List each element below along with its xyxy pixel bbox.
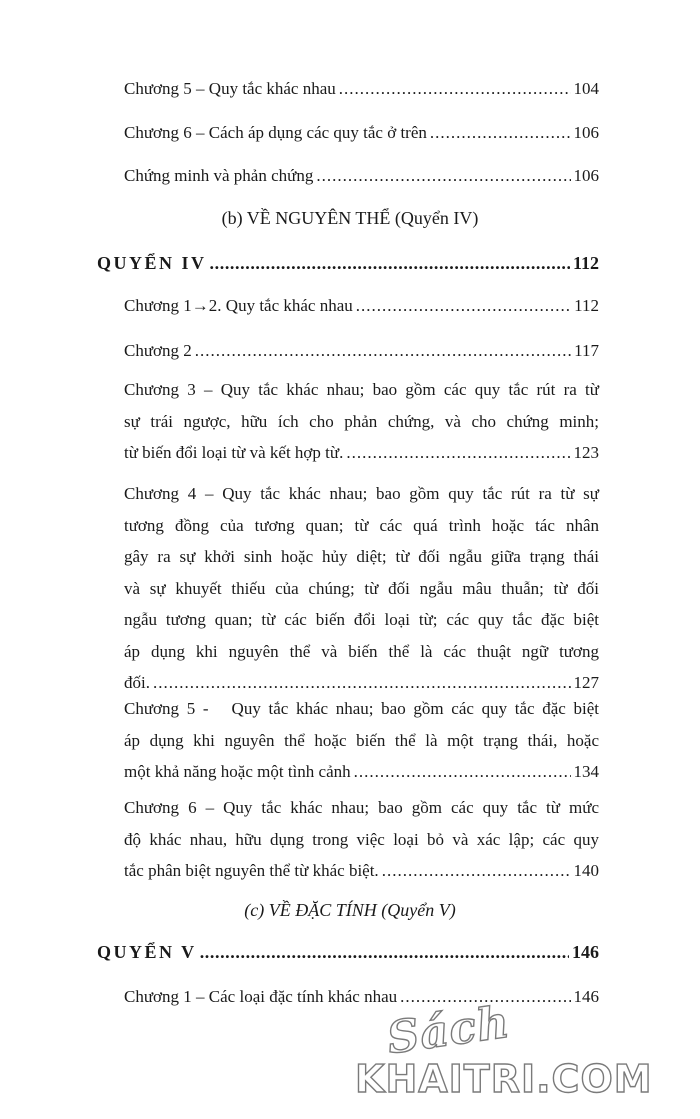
page-number: 140 [573, 861, 599, 880]
watermark-script: Sách [384, 996, 514, 1065]
toc-entry [124, 478, 599, 699]
entry-title: Chương 6 – Cách áp dụng các quy tắc ở trên [124, 123, 427, 142]
entry-line: và sự khuyết thiếu của chúng; từ đối ngẫu mâu thuẫn; từ đối [124, 578, 599, 598]
page-number: 117 [574, 341, 599, 360]
page-number: 112 [572, 253, 599, 273]
entry-line: từ biến đổi loại từ và kết hợp từ. [124, 443, 344, 462]
dot-leader [354, 756, 571, 788]
entry-line: áp dụng khi nguyên thể và biến thể là các thuật ngữ tương [124, 641, 599, 661]
toc-entry [124, 335, 599, 367]
section-heading: (c) VỀ ĐẶC TÍNH (Quyển V) [244, 900, 456, 920]
page-number: 104 [573, 79, 599, 98]
dot-leader [430, 117, 571, 149]
entry-line: tương đồng của tương quan; từ các quá trình hoặc tác nhân [124, 515, 599, 535]
toc-entry [124, 160, 599, 192]
entry-line: Chương 5 - Quy tắc khác nhau; bao gồm các quy tắc đặc biệt [124, 699, 599, 718]
dot-leader [382, 855, 571, 887]
dot-leader [195, 335, 571, 367]
toc-entry [124, 374, 599, 469]
entry-line: ngẫu tương quan; từ các biến đổi loại từ; các quy tắc đặc biệt [124, 610, 599, 629]
section-heading: (b) VỀ NGUYÊN THỂ (Quyển IV) [221, 208, 479, 228]
dot-leader [339, 73, 571, 105]
book-heading [97, 937, 599, 967]
page-number: 127 [573, 673, 599, 692]
entry-line: sự trái ngược, hữu ích cho phản chứng, và cho chứng minh; [124, 411, 599, 431]
page-number: 146 [573, 987, 599, 1006]
book-heading [97, 248, 599, 278]
toc-entry [124, 792, 599, 887]
page-number: 123 [573, 443, 599, 462]
entry-title: Chương 1→2. Quy tắc khác nhau [124, 296, 353, 315]
page-number: 106 [573, 123, 599, 142]
dot-leader [356, 290, 571, 322]
page-number: 106 [573, 166, 599, 185]
entry-line: Chương 6 – Quy tắc khác nhau; bao gồm các quy tắc từ mức [124, 798, 599, 817]
entry-line: đối. [124, 673, 150, 692]
entry-title: Chứng minh và phản chứng [124, 166, 314, 185]
entry-line: áp dụng khi nguyên thể hoặc biến thể là một trạng thái, hoặc [124, 730, 599, 750]
entry-line: tắc phân biệt nguyên thể từ khác biệt. [124, 861, 379, 880]
page-number: 134 [573, 762, 599, 781]
toc-entry [124, 117, 599, 149]
dot-leader [316, 160, 570, 192]
page-number: 146 [572, 942, 599, 962]
toc-entry [124, 73, 599, 105]
entry-line: Chương 3 – Quy tắc khác nhau; bao gồm các quy tắc rút ra từ [124, 380, 599, 399]
entry-title: Chương 5 – Quy tắc khác nhau [124, 79, 336, 98]
book-label: QUYỂN V [97, 942, 197, 962]
entry-line: gây ra sự khởi sinh hoặc hủy diệt; từ đối ngẫu giữa trạng thái [124, 547, 599, 566]
page-number: 112 [574, 296, 599, 315]
dot-leader [200, 937, 569, 967]
toc-entry [124, 693, 599, 788]
book-label: QUYỂN IV [97, 253, 207, 273]
dot-leader [346, 437, 570, 469]
dot-leader [210, 248, 570, 278]
toc-entry [124, 290, 599, 322]
entry-title: Chương 1 – Các loại đặc tính khác nhau [124, 987, 398, 1006]
entry-line: Chương 4 – Quy tắc khác nhau; bao gồm quy tắc rút ra từ sự [124, 484, 599, 503]
entry-line: một khả năng hoặc một tình cảnh [124, 762, 351, 781]
watermark-text: KHAITRI.COM [355, 1057, 653, 1101]
entry-title: Chương 2 [124, 341, 192, 360]
entry-line: độ khác nhau, hữu dụng trong việc loại bỏ và xác lập; các quy [124, 829, 599, 849]
